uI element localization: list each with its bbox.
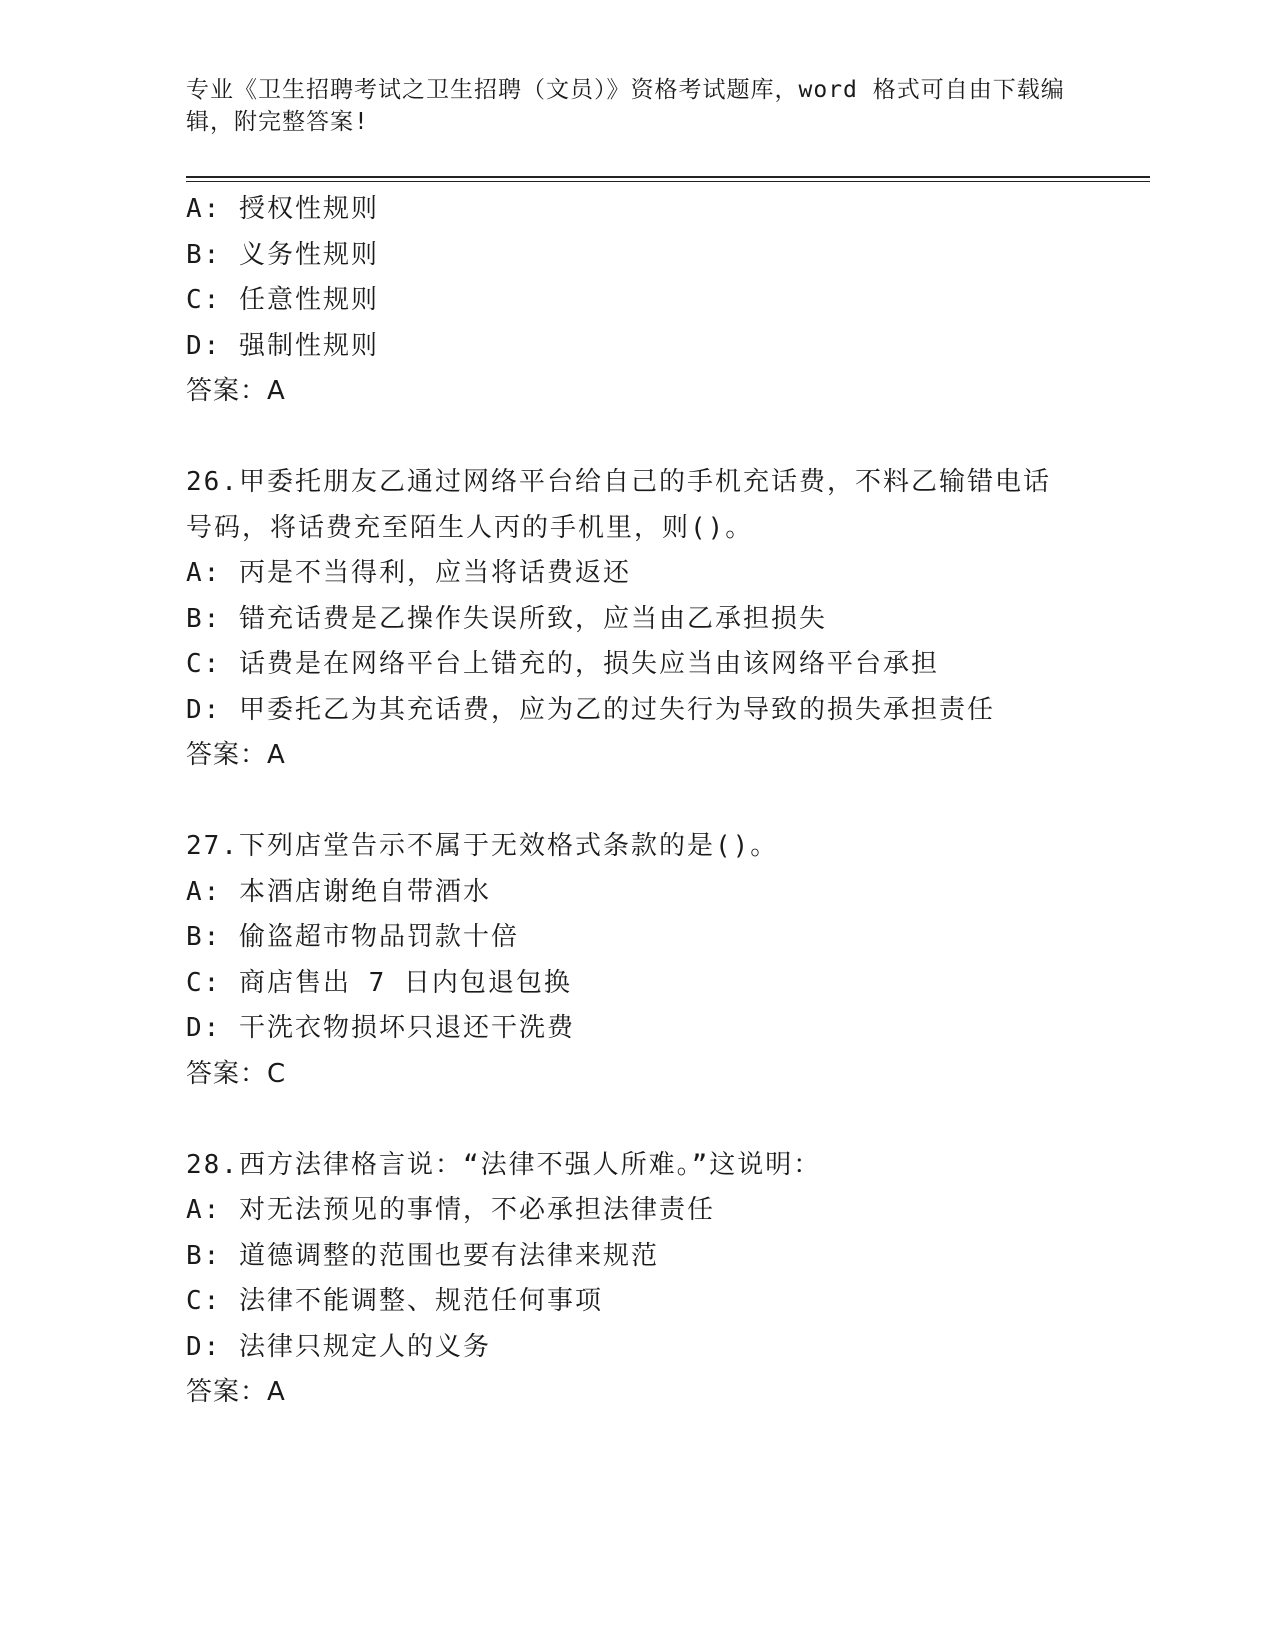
spacer — [186, 415, 1086, 461]
spacer — [186, 1097, 1086, 1143]
question-block-25 — [186, 187, 1086, 415]
option-b: B: 道德调整的范围也要有法律来规范 — [186, 1240, 659, 1271]
option-c: C: 法律不能调整、规范任何事项 — [186, 1286, 603, 1316]
answer-line: 答案：A — [186, 740, 286, 770]
option-b: B: 偷盗超市物品罚款十倍 — [186, 922, 519, 952]
question-list — [186, 187, 1086, 1416]
option-b: B: 错充话费是乙操作失误所致，应当由乙承担损失 — [186, 603, 827, 634]
option-d: D: 干洗衣物损坏只退还干洗费 — [186, 1013, 575, 1043]
option-a: A: 丙是不当得利，应当将话费返还 — [186, 558, 631, 588]
document-header: 专业《卫生招聘考试之卫生招聘（文员）》资格考试题库，word 格式可自由下载编辑，附完整答案! — [186, 77, 1065, 135]
header-divider-thin — [186, 181, 1150, 182]
question-block-27 — [186, 824, 1086, 1097]
option-a: A: 本酒店谢绝自带酒水 — [186, 876, 491, 907]
answer-line: 答案：A — [186, 376, 286, 406]
spacer — [186, 779, 1086, 825]
question-block-26 — [186, 460, 1086, 779]
option-a: A: 授权性规则 — [186, 194, 379, 224]
question-stem-continued: 号码，将话费充至陌生人丙的手机里，则()。 — [186, 512, 754, 543]
question-block-28 — [186, 1143, 1086, 1416]
option-d: D: 法律只规定人的义务 — [186, 1331, 491, 1362]
header-divider-thick — [186, 176, 1150, 178]
question-stem: 26.甲委托朋友乙通过网络平台给自己的手机充话费，不料乙输错电话 — [186, 467, 1051, 497]
option-d: D: 强制性规则 — [186, 330, 379, 361]
option-b: B: 义务性规则 — [186, 239, 379, 270]
option-a: A: 对无法预见的事情，不必承担法律责任 — [186, 1195, 715, 1225]
answer-line: 答案：A — [186, 1377, 286, 1407]
option-d: D: 甲委托乙为其充话费，应为乙的过失行为导致的损失承担责任 — [186, 694, 995, 725]
option-c: C: 话费是在网络平台上错充的，损失应当由该网络平台承担 — [186, 649, 939, 679]
answer-line: 答案：C — [186, 1058, 287, 1089]
option-c: C: 商店售出 7 日内包退包换 — [186, 967, 572, 998]
question-stem: 28.西方法律格言说：“法律不强人所难。”这说明： — [186, 1149, 822, 1180]
option-c: C: 任意性规则 — [186, 285, 379, 315]
question-stem: 27.下列店堂告示不属于无效格式条款的是()。 — [186, 831, 779, 861]
